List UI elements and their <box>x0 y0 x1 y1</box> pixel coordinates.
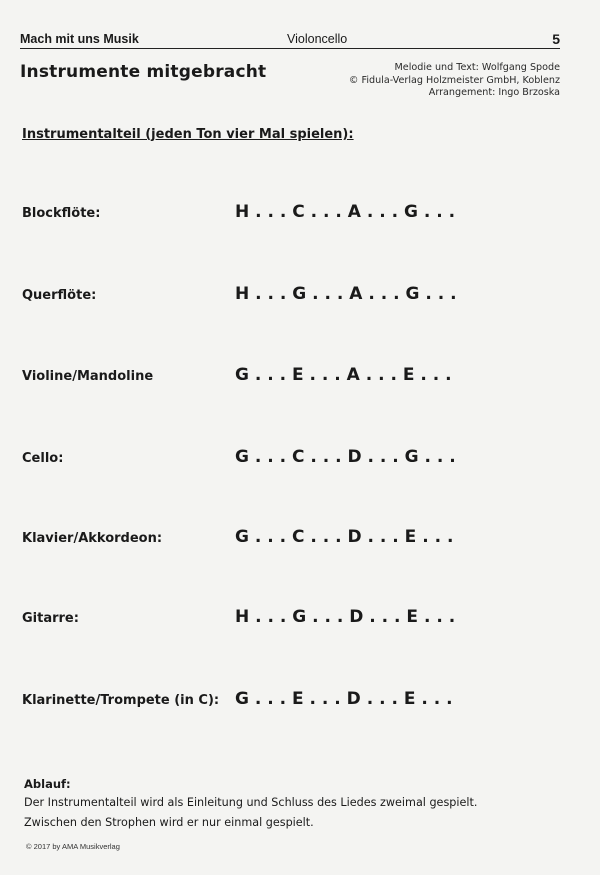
ablauf-text-line: Zwischen den Strophen wird er nur einmal gespielt. <box>24 816 314 829</box>
instrument-row <box>0 447 600 471</box>
instrument-label: Violine/Mandoline <box>22 369 154 384</box>
instrument-row <box>0 202 600 226</box>
instrument-label: Blockflöte: <box>22 206 101 221</box>
instrument-label: Cello: <box>22 451 64 466</box>
instrument-label: Querflöte: <box>22 288 97 303</box>
credit-arrangement: Arrangement: Ingo Brzoska <box>428 87 560 98</box>
section-heading: Instrumentalteil (jeden Ton vier Mal spielen): <box>22 127 354 142</box>
note-sequence: H . . . C . . . A . . . G . . . <box>235 202 456 222</box>
credit-melody: Melodie und Text: Wolfgang Spode <box>394 62 560 73</box>
instrument-name: Violoncello <box>287 32 348 46</box>
credit-publisher: © Fidula-Verlag Holzmeister GmbH, Koblenz <box>348 74 560 86</box>
instrument-row <box>0 607 600 631</box>
instrument-label: Klavier/Akkordeon: <box>22 531 163 546</box>
instrument-row <box>0 365 600 389</box>
note-sequence: G . . . E . . . D . . . E . . . <box>235 689 453 709</box>
book-title: Mach mit uns Musik <box>20 32 139 46</box>
credits-block <box>349 62 560 100</box>
song-title: Instrumente mitgebracht <box>20 62 267 82</box>
copyright-note: © 2017 by AMA Musikverlag <box>26 842 120 851</box>
instrument-row <box>0 284 600 308</box>
instrument-label: Gitarre: <box>22 611 79 626</box>
note-sequence: G . . . C . . . D . . . G . . . <box>235 447 456 467</box>
note-sequence: H . . . G . . . A . . . G . . . <box>235 284 457 304</box>
page-number: 5 <box>552 31 560 47</box>
note-sequence: H . . . G . . . D . . . E . . . <box>235 607 456 627</box>
instrument-row <box>0 689 600 713</box>
header-rule <box>20 48 560 49</box>
instrument-label: Klarinette/Trompete (in C): <box>22 693 220 708</box>
ablauf-text-line: Der Instrumentalteil wird als Einleitung und Schluss des Liedes zweimal gespielt. <box>24 796 478 809</box>
note-sequence: G . . . E . . . A . . . E . . . <box>235 365 452 385</box>
note-sequence: G . . . C . . . D . . . E . . . <box>235 527 454 547</box>
ablauf-heading: Ablauf: <box>24 777 71 791</box>
instrument-row <box>0 527 600 551</box>
